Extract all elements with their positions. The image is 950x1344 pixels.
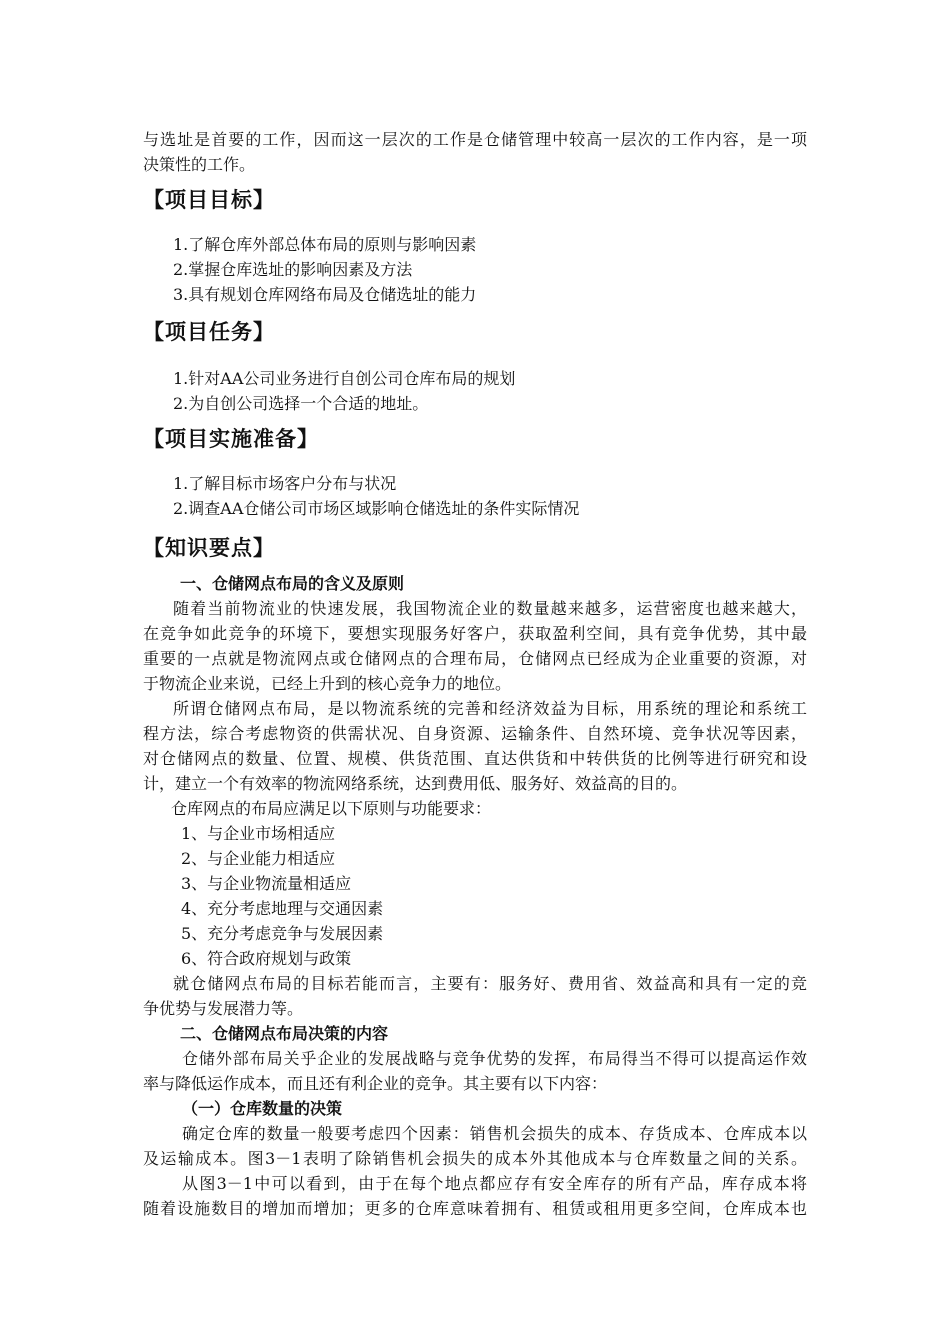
preparation-item: 2.调查AA仓储公司市场区域影响仓储选址的条件实际情况	[173, 499, 580, 518]
task-item: 2.为自创公司选择一个合适的地址。	[173, 394, 429, 413]
preparation-item: 1.了解目标市场客户分布与状况	[173, 474, 397, 493]
paragraph-4-line: 争优势与发展潜力等。	[143, 999, 304, 1018]
principle-item: 1、与企业市场相适应	[181, 824, 336, 843]
paragraph-2-line: 对仓储网点的数量、位置、规模、供货范围、直达供货和中转供货的比例等进行研究和设	[143, 749, 807, 768]
paragraph-1-line: 重要的一点就是物流网点或仓储网点的合理布局，仓储网点已经成为企业重要的资源，对	[143, 649, 807, 668]
paragraph-4-line: 就仓储网点布局的目标若能而言，主要有：服务好、费用省、效益高和具有一定的竞	[173, 974, 807, 993]
paragraph-5-line: 仓储外部布局关乎企业的发展战略与竞争优势的发挥，布局得当不得可以提高运作效	[182, 1049, 807, 1068]
paragraph-2-line: 程方法，综合考虑物资的供需状况、自身资源、运输条件、自然环境、竞争状况等因素，	[143, 724, 807, 743]
paragraph-1-line: 随着当前物流业的快速发展，我国物流企业的数量越来越多，运营密度也越来越大，	[173, 599, 807, 618]
subsection-1-title: （一）仓库数量的决策	[182, 1099, 343, 1118]
principle-item: 5、充分考虑竞争与发展因素	[181, 924, 384, 943]
section-1-title: 一、仓储网点布局的含义及原则	[180, 574, 405, 593]
paragraph-6-line: 确定仓库的数量一般要考虑四个因素：销售机会损失的成本、存货成本、仓库成本以	[182, 1124, 807, 1143]
paragraph-2-line: 计，建立一个有效率的物流网络系统，达到费用低、服务好、效益高的目的。	[143, 774, 688, 793]
preparation-heading: 【项目实施准备】	[143, 427, 319, 451]
intro-line-1: 与选址是首要的工作，因而这一层次的工作是仓储管理中较高一层次的工作内容，是一项	[143, 130, 807, 149]
paragraph-2-line: 所谓仓储网点布局，是以物流系统的完善和经济效益为目标，用系统的理论和系统工	[173, 699, 807, 718]
principles-intro: 仓库网点的布局应满足以下原则与功能要求：	[171, 799, 492, 818]
paragraph-1-line: 于物流企业来说，已经上升到的核心竞争力的地位。	[143, 674, 512, 693]
paragraph-1-line: 在竞争如此竞争的环境下，要想实现服务好客户，获取盈利空间，具有竞争优势，其中最	[143, 624, 807, 643]
principle-item: 4、充分考虑地理与交通因素	[181, 899, 384, 918]
paragraph-7-line: 随着设施数目的增加而增加；更多的仓库意味着拥有、租赁或租用更多空间，仓库成本也	[143, 1199, 807, 1218]
task-item: 1.针对AA公司业务进行自创公司仓库布局的规划	[173, 369, 516, 388]
objective-item: 1.了解仓库外部总体布局的原则与影响因素	[173, 235, 477, 254]
intro-line-2: 决策性的工作。	[143, 155, 256, 174]
paragraph-5-line: 率与降低运作成本，而且还有利企业的竞争。其主要有以下内容：	[143, 1074, 608, 1093]
tasks-heading: 【项目任务】	[143, 320, 275, 344]
principle-item: 3、与企业物流量相适应	[181, 874, 352, 893]
principle-item: 6、符合政府规划与政策	[181, 949, 352, 968]
objectives-heading: 【项目目标】	[143, 188, 275, 212]
objective-item: 3.具有规划仓库网络布局及仓储选址的能力	[173, 285, 477, 304]
paragraph-6-line: 及运输成本。图3－1表明了除销售机会损失的成本外其他成本与仓库数量之间的关系。	[143, 1149, 807, 1168]
knowledge-heading: 【知识要点】	[143, 536, 275, 560]
objective-item: 2.掌握仓库选址的影响因素及方法	[173, 260, 413, 279]
paragraph-7-line: 从图3－1中可以看到，由于在每个地点都应存有安全库存的所有产品，库存成本将	[182, 1174, 807, 1193]
principle-item: 2、与企业能力相适应	[181, 849, 336, 868]
section-2-title: 二、仓储网点布局决策的内容	[180, 1024, 389, 1043]
